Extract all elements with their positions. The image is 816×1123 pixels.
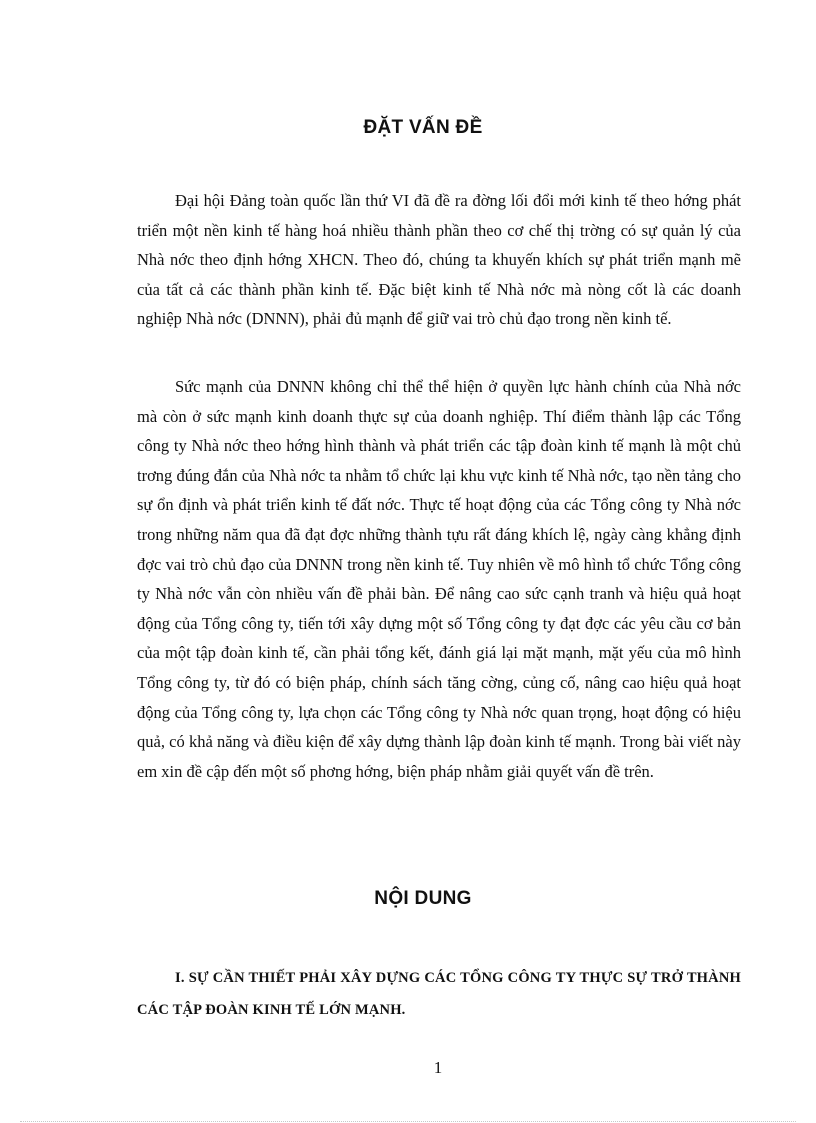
page-number: 1 <box>433 1058 443 1077</box>
section-title: NỘI DUNG <box>374 888 472 909</box>
intro-paragraph-2: Sức mạnh của DNNN không chỉ thể thể hiện ở quyền lực hành chính của Nhà nớc mà còn ở sức mạnh kinh doanh thực sự của doanh nghiệp. Thí điểm thành lập các Tổng công ty Nhà nớc theo hớng hình thành và phát triển các tập đoàn kinh tế mạnh là một chủ trơng đúng đắn của Nhà nớc ta nhằm tổ chức lại khu vực kinh tế Nhà nớc, tạo nền tảng cho sự ổn định và phát triển kinh tế đất nớc. Thực tế hoạt động của các Tổng công ty Nhà nớc trong những năm qua đã đạt đợc những thành tựu rất đáng khích lệ, ngày càng khẳng định đợc vai trò chủ đạo của DNNN trong nền kinh tế. Tuy nhiên về mô hình tổ chức Tổng công ty Nhà nớc vẫn còn nhiều vấn đề phải bàn. Để nâng cao sức cạnh tranh và hiệu quả hoạt động của Tổng công ty, tiến tới xây dựng một số Tổng công ty đạt đợc các yêu cầu cơ bản của một tập đoàn kinh tế, cần phải tổng kết, đánh giá lại mặt mạnh, mặt yếu của mô hình Tổng công ty, từ đó có biện pháp, chính sách tăng cờng, củng cố, nâng cao hiệu quả hoạt động của Tổng công ty, lựa chọn các Tổng công ty Nhà nớc quan trọng, hoạt động có hiệu quả, có khả năng và điều kiện để xây dựng thành lập đoàn kinh tế mạnh. Trong bài viết này em xin đề cập đến một số phơng hớng, biện pháp nhằm giải quyết vấn đề trên. <box>137 377 741 781</box>
section-heading: I. SỰ CẦN THIẾT PHẢI XÂY DỰNG CÁC TỔNG CÔNG TY THỰC SỰ TRỞ THÀNH CÁC TẬP ĐOÀN KINH TẾ LỚN MẠNH. <box>137 970 741 1018</box>
page-title: ĐẶT VẤN ĐỀ <box>363 117 483 138</box>
intro-paragraph-1: Đại hội Đảng toàn quốc lần thứ VI đã đề ra đờng lối đổi mới kinh tế theo hớng phát triển một nền kinh tế hàng hoá nhiều thành phần theo cơ chế thị trờng có sự quản lý của Nhà nớc theo định hớng XHCN. Theo đó, chúng ta khuyến khích sự phát triển mạnh mẽ của tất cả các thành phần kinh tế. Đặc biệt kinh tế Nhà nớc mà nòng cốt là các doanh nghiệp Nhà nớc (DNNN), phải đủ mạnh để giữ vai trò chủ đạo trong nền kinh tế. <box>137 191 741 329</box>
footer-divider <box>20 1121 796 1122</box>
